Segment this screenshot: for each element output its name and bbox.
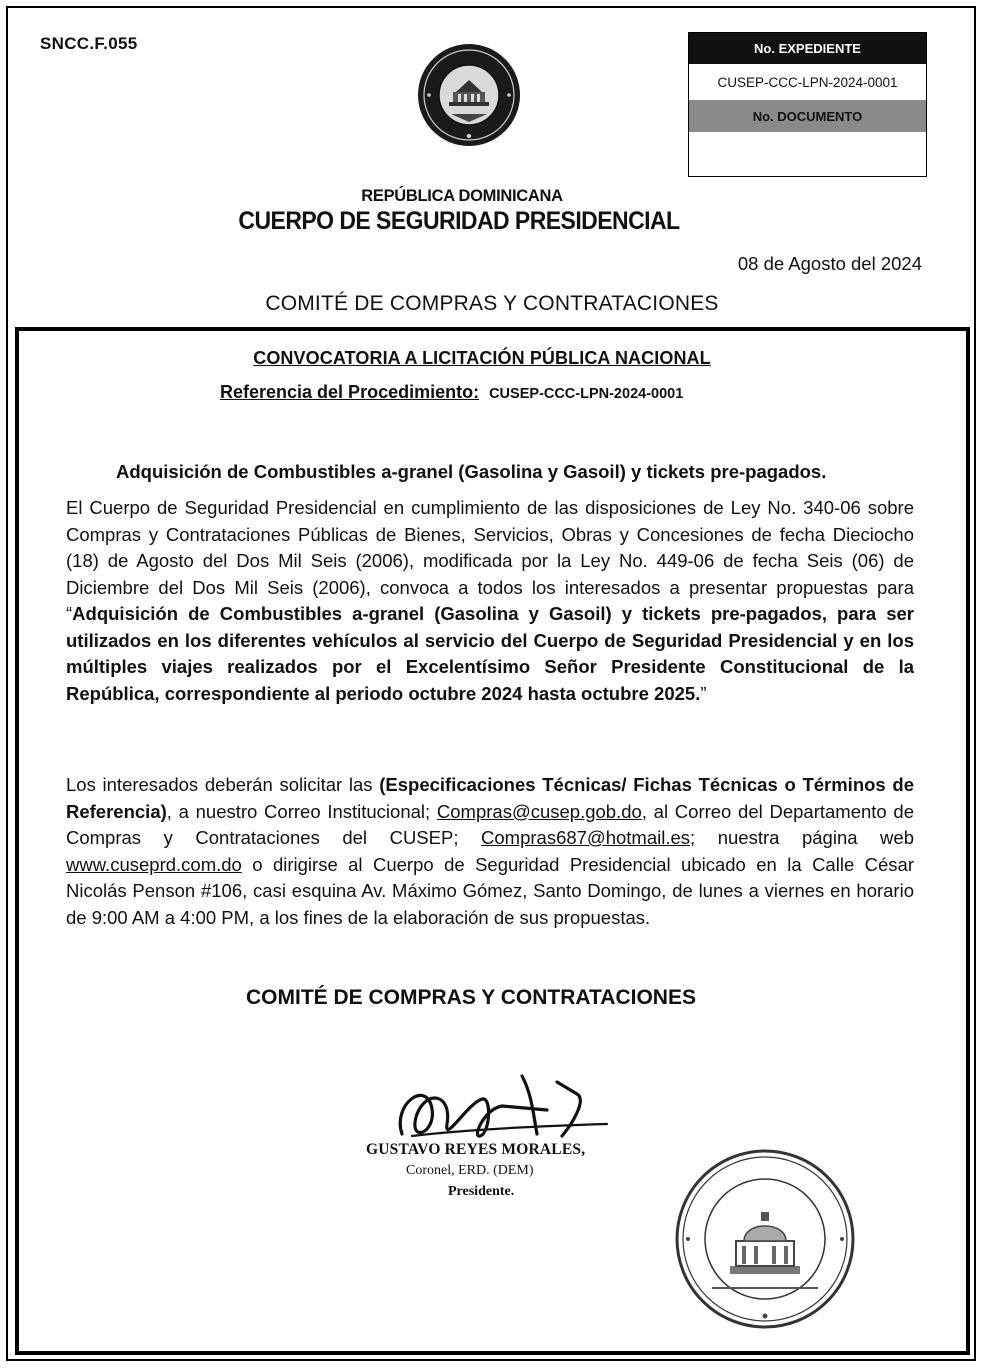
- closing-committee: COMITÉ DE COMPRAS Y CONTRATACIONES: [246, 986, 696, 1009]
- procurement-subject: Adquisición de Combustibles a-granel (Gasolina y Gasoil) y tickets pre-pagados.: [116, 461, 827, 482]
- committee-heading: COMITÉ DE COMPRAS Y CONTRATACIONES: [265, 292, 719, 315]
- expediente-label: No. EXPEDIENTE: [689, 33, 926, 64]
- department-email-link[interactable]: Compras687@hotmail.es: [481, 827, 691, 848]
- reference-line: [220, 382, 683, 403]
- call-title: CONVOCATORIA A LICITACIÓN PÚBLICA NACIONAL: [253, 348, 711, 368]
- p1-text: El Cuerpo de Seguridad Presidencial en cumplimiento de las disposiciones de Ley No. 340-06 sobre Compras y Contrataciones Públicas de Bienes, Servicios, Obras y Concesiones de fecha Dieciocho (18) de Agosto del Dos Mil Seis (2006), modificada por la Ley No. 449-06 de fecha Seis (06) de Diciembre del Dos Mil Seis (2006), convoca a todos los interesados a presentar propuestas para “: [66, 497, 914, 624]
- signatory-name: GUSTAVO REYES MORALES,: [366, 1141, 586, 1158]
- institution-seal-icon: [416, 42, 522, 148]
- paragraph-instructions: [66, 772, 914, 931]
- signatory-rank: Coronel, ERD. (DEM): [406, 1163, 534, 1178]
- country-name: REPÚBLICA DOMINICANA: [361, 187, 563, 205]
- website-link[interactable]: www.cuseprd.com.do: [66, 853, 242, 875]
- p1-bold: Adquisición de Combustibles a-granel (Gasolina y Gasoil) y tickets pre-pagados, para ser utilizados en los diferentes vehículos al servicio del Cuerpo de Seguridad Presidencial y en los múltiples viajes realizados por el Excelentísimo Señor Presidente Constitucional de la República, correspondiente al periodo octubre 2024 hasta octubre 2025.: [66, 603, 914, 704]
- p2-bold: (Especificaciones Técnicas/ Fichas Técnicas o Términos de Referencia): [66, 774, 914, 822]
- paragraph-convocation: [66, 495, 914, 707]
- signatory-title: Presidente.: [448, 1184, 515, 1199]
- committee-stamp-icon: [672, 1146, 858, 1332]
- form-code: SNCC.F.055: [40, 34, 138, 53]
- expediente-box: [688, 32, 927, 177]
- p2-e: o dirigirse al Cuerpo de Seguridad Presidencial ubicado en la Calle César Nicolás Penson #106, casi esquina Av. Máximo Gómez, Santo Domingo, de lunes a viernes en horario de 9:00 AM a 4:00 PM, a los fines de la elaboración de sus propuestas.: [66, 853, 914, 928]
- reference-code: CUSEP-CCC-LPN-2024-0001: [489, 386, 684, 402]
- expediente-value: CUSEP-CCC-LPN-2024-0001: [717, 74, 898, 90]
- reference-label: Referencia del Procedimiento:: [220, 382, 480, 402]
- documento-label: No. DOCUMENTO: [689, 100, 926, 132]
- institution-name: CUERPO DE SEGURIDAD PRESIDENCIAL: [238, 207, 680, 235]
- p2-c: , al Correo del Departamento de Compras y Contrataciones del CUSEP;: [66, 800, 914, 848]
- document-date: 08 de Agosto del 2024: [737, 253, 922, 274]
- p2-a: Los interesados deberán solicitar las: [66, 774, 380, 795]
- institutional-email-link[interactable]: Compras@cusep.gob.do: [436, 800, 642, 822]
- p1-end: ”: [700, 682, 707, 704]
- p2-d: ; nuestra página web: [690, 827, 914, 848]
- documento-value: [689, 132, 926, 176]
- p2-b: , a nuestro Correo Institucional;: [166, 800, 437, 822]
